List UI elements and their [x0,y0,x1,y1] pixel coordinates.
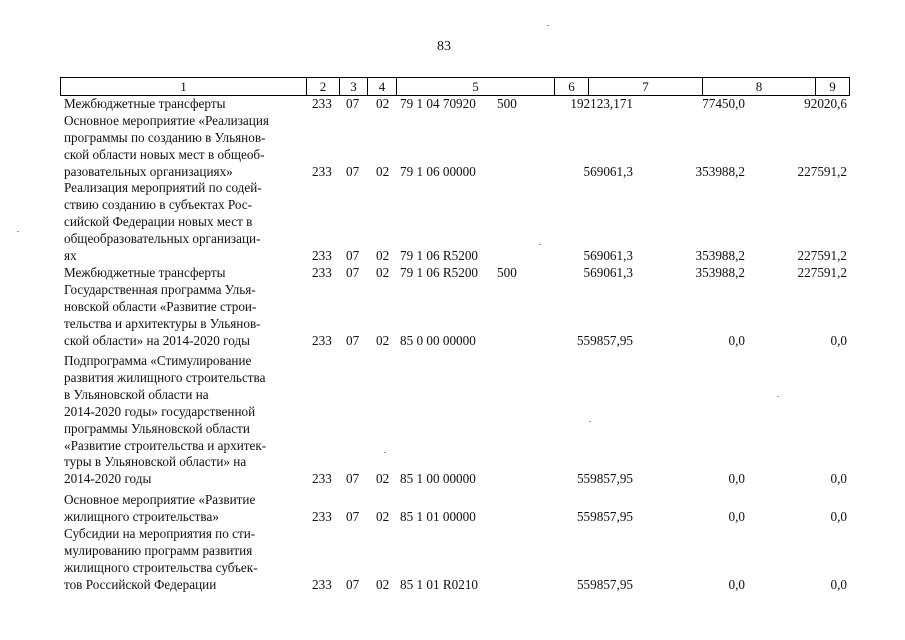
cell-col-4: 02 [376,332,390,348]
row-description [64,353,300,488]
cell-col-3: 07 [346,247,360,263]
cell-col-7: 569061,3 [583,265,633,280]
cell-col-9: 227591,2 [797,265,847,280]
cell-col-6: 500 [497,96,517,111]
description-line: «Развитие строительства и архитек- [64,437,267,453]
cell-col-2: 233 [312,163,332,179]
description-line: развития жилищного строительства [64,369,266,385]
description-line: Реализация мероприятий по содей- [64,180,262,195]
cell-col-2: 233 [312,508,332,524]
description-line: Основное мероприятие «Реализация [64,113,269,128]
cell-col-4: 02 [376,96,390,111]
cell-col-4: 02 [376,471,390,487]
description-line: сийской Федерации новых мест в [64,213,253,229]
header-col-4: 4 [378,79,386,94]
scan-speck [777,396,779,397]
cell-col-3: 07 [346,265,360,280]
scan-speck [17,231,19,232]
cell-col-2: 233 [312,332,332,348]
cell-col-9: 0,0 [830,471,847,487]
cell-col-2: 233 [312,96,332,111]
cell-col-2: 233 [312,265,332,280]
description-line: ской области» на 2014-2020 годы [64,332,251,348]
description-line: Подпрограмма «Стимулирование [64,353,252,368]
cell-col-7: 569061,3 [583,247,633,263]
cell-col-7: 192123,171 [570,96,633,111]
cell-col-7: 559857,95 [576,576,633,592]
row-description [64,265,300,282]
cell-col-5: 85 1 01 R0210 [400,576,479,592]
cell-col-4: 02 [376,163,390,179]
description-line: ской области новых мест в общеоб- [64,146,265,162]
row-description [64,96,300,113]
description-line: ствию созданию в субъектах Рос- [64,196,253,212]
cell-col-5: 85 1 00 00000 [400,471,476,487]
header-col-1: 1 [180,79,187,94]
description-line: общеобразовательных организаци- [64,230,261,246]
description-line: Субсидии на мероприятия по сти- [64,526,256,541]
scan-speck [539,244,541,245]
cell-col-9: 227591,2 [797,247,847,263]
description-line: в Ульяновской области на [64,386,209,402]
description-line: туры в Ульяновской области» на [64,454,247,470]
description-line: ях [64,247,77,263]
description-line: программы по созданию в Ульянов- [64,129,266,145]
cell-col-8: 353988,2 [695,247,745,263]
row-description [64,492,300,526]
table-header [60,77,850,96]
cell-col-3: 07 [346,471,360,487]
cell-col-2: 233 [312,576,332,592]
scan-speck [589,421,591,422]
cell-col-6: 500 [497,265,517,280]
description-line: Основное мероприятие «Развитие [64,492,256,507]
cell-col-5: 85 0 00 00000 [400,332,476,348]
cell-col-7: 559857,95 [576,332,633,348]
description-line: мулированию программ развития [64,542,253,558]
description-line: жилищного строительства субъек- [64,559,258,575]
scan-speck [547,25,549,26]
description-line: новской области «Развитие строи- [64,298,257,314]
cell-col-9: 92020,6 [804,96,847,111]
description-line: 2014-2020 годы [64,471,152,487]
cell-col-4: 02 [376,265,390,280]
cell-col-7: 559857,95 [576,471,633,487]
cell-col-3: 07 [346,163,360,179]
scan-speck [384,452,386,453]
cell-col-8: 77450,0 [702,96,745,111]
cell-col-3: 07 [346,576,360,592]
cell-col-2: 233 [312,471,332,487]
cell-col-8: 0,0 [728,508,745,524]
cell-col-3: 07 [346,508,360,524]
row-description [64,526,300,594]
cell-col-4: 02 [376,508,390,524]
cell-col-5: 79 1 06 R5200 [400,247,479,263]
page-number: 83 [437,39,451,54]
cell-col-4: 02 [376,247,390,263]
header-col-9: 9 [829,79,836,94]
cell-col-8: 0,0 [728,471,745,487]
description-line: программы Ульяновской области [64,420,250,436]
description-line: жилищного строительства» [64,508,219,524]
cell-col-8: 353988,2 [695,265,745,280]
header-col-8: 8 [755,79,763,94]
description-line: Межбюджетные трансферты [64,96,226,111]
cell-col-4: 02 [376,576,390,592]
description-line: разовательных организациях» [64,163,233,179]
description-line: Государственная программа Улья- [64,282,256,297]
cell-col-7: 569061,3 [583,163,633,179]
description-line: Межбюджетные трансферты [64,265,226,280]
header-col-7: 7 [642,79,649,94]
cell-col-9: 0,0 [830,576,847,592]
cell-col-5: 79 1 06 R5200 [400,265,479,280]
cell-col-8: 0,0 [728,576,745,592]
header-col-2: 2 [319,79,327,94]
cell-col-8: 353988,2 [695,163,745,179]
cell-col-8: 0,0 [728,332,745,348]
cell-col-9: 0,0 [830,332,847,348]
header-col-3: 3 [350,79,357,94]
description-line: тов Российской Федерации [64,576,217,592]
description-line: тельства и архитектуры в Ульянов- [64,315,261,331]
header-col-5: 5 [472,79,479,94]
cell-col-9: 0,0 [830,508,847,524]
description-line: 2014-2020 годы» государственной [64,403,256,419]
cell-col-3: 07 [346,96,360,111]
row-description [64,113,300,181]
row-description [64,180,300,265]
cell-col-5: 79 1 06 00000 [400,163,476,179]
cell-col-3: 07 [346,332,360,348]
cell-col-2: 233 [312,247,332,263]
cell-col-7: 559857,95 [576,508,633,524]
header-col-6: 6 [568,79,575,94]
cell-col-5: 85 1 01 00000 [400,508,476,524]
cell-col-5: 79 1 04 70920 [400,96,476,111]
row-description [64,282,300,350]
cell-col-9: 227591,2 [797,163,847,179]
